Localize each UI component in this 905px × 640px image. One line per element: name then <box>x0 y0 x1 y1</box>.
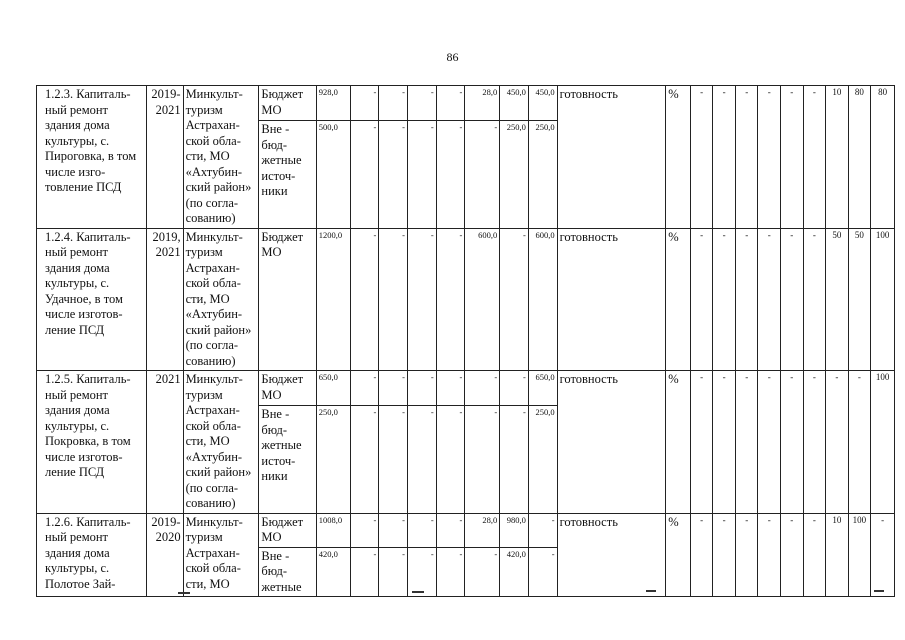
funding-value: - <box>350 86 379 121</box>
funding-value: - <box>436 371 465 406</box>
funding-source: Бюджет МО <box>259 371 316 406</box>
funding-total: 1200,0 <box>316 228 350 371</box>
funding-total: 250,0 <box>316 406 350 513</box>
funding-value: - <box>379 371 408 406</box>
funding-value: - <box>465 121 500 228</box>
funding-value: - <box>407 547 436 597</box>
measure-name: 1.2.3. Капиталь-ный ремонт здания дома культуры, с. Пироговка, в том числе изго-товление ПСД <box>37 86 147 229</box>
target-value: 50 <box>826 228 849 371</box>
funding-value: - <box>379 121 408 228</box>
funding-source: Вне - бюд-жетные источ-ники <box>259 406 316 513</box>
funding-value: - <box>436 513 465 547</box>
target-value: - <box>735 371 758 514</box>
funding-total: 928,0 <box>316 86 350 121</box>
funding-source: Вне - бюд-жетные источ-ники <box>259 121 316 228</box>
funding-value: - <box>407 121 436 228</box>
funding-value: 28,0 <box>465 513 500 547</box>
funding-value: - <box>407 86 436 121</box>
target-value: - <box>713 371 736 514</box>
funding-value: - <box>379 513 408 547</box>
funding-source: Бюджет МО <box>259 86 316 121</box>
funding-value: 250,0 <box>528 406 557 513</box>
target-value: 50 <box>848 228 871 371</box>
indicator-name: готовность <box>557 86 666 229</box>
scan-mark <box>646 590 656 592</box>
target-value: - <box>848 371 871 514</box>
target-value: - <box>781 228 804 371</box>
funding-source: Бюджет МО <box>259 228 316 371</box>
funding-total: 500,0 <box>316 121 350 228</box>
target-value: - <box>803 371 826 514</box>
target-value: - <box>690 86 713 229</box>
measure-name: 1.2.6. Капиталь-ный ремонт здания дома культуры, с. Полотое Зай- <box>37 513 147 597</box>
target-value: - <box>871 513 895 597</box>
target-value: 80 <box>848 86 871 229</box>
target-value: 10 <box>826 513 849 597</box>
indicator-name: готовность <box>557 371 666 514</box>
scan-mark <box>874 590 884 592</box>
funding-value: 980,0 <box>500 513 529 547</box>
target-value: 100 <box>871 371 895 514</box>
funding-source: Бюджет МО <box>259 513 316 547</box>
funding-value: - <box>436 406 465 513</box>
funding-value: - <box>528 513 557 547</box>
measure-name: 1.2.5. Капиталь-ный ремонт здания дома культуры, с. Покровка, в том числе изготов-ление ПСД <box>37 371 147 514</box>
target-value: - <box>735 228 758 371</box>
funding-value: 600,0 <box>528 228 557 371</box>
funding-total: 650,0 <box>316 371 350 406</box>
target-value: - <box>735 86 758 229</box>
target-value: - <box>690 228 713 371</box>
funding-value: 450,0 <box>500 86 529 121</box>
funding-value: - <box>465 371 500 406</box>
funding-value: - <box>407 228 436 371</box>
target-value: - <box>803 228 826 371</box>
program-table <box>36 85 895 597</box>
funding-value: - <box>350 513 379 547</box>
target-value: - <box>713 86 736 229</box>
measure-years: 2021 <box>146 371 183 514</box>
measure-years: 2019, 2021 <box>146 228 183 371</box>
table-row <box>37 86 895 121</box>
target-value: - <box>826 371 849 514</box>
page-number: 86 <box>446 50 459 64</box>
indicator-unit: % <box>666 228 691 371</box>
funding-value: - <box>350 547 379 597</box>
funding-value: - <box>436 547 465 597</box>
table-row <box>37 228 895 371</box>
table-row <box>37 513 895 547</box>
target-value: - <box>781 371 804 514</box>
funding-source: Вне - бюд-жетные <box>259 547 316 597</box>
scan-mark <box>178 592 190 594</box>
executor: Минкульт-туризм Астрахан-ской обла-сти, МО «Ахтубин-ский район» (по согла-сованию) <box>183 371 259 514</box>
target-value: - <box>781 513 804 597</box>
target-value: - <box>758 228 781 371</box>
target-value: - <box>758 86 781 229</box>
funding-value: 250,0 <box>528 121 557 228</box>
target-value: 100 <box>871 228 895 371</box>
target-value: 80 <box>871 86 895 229</box>
funding-value: - <box>379 86 408 121</box>
funding-value: - <box>465 547 500 597</box>
funding-value: - <box>379 406 408 513</box>
target-value: - <box>713 513 736 597</box>
funding-value: - <box>407 406 436 513</box>
executor: Минкульт-туризм Астрахан-ской обла-сти, МО «Ахтубин-ский район» (по согла-сованию) <box>183 86 259 229</box>
funding-value: - <box>379 228 408 371</box>
funding-value: 28,0 <box>465 86 500 121</box>
target-value: - <box>803 513 826 597</box>
funding-value: 600,0 <box>465 228 500 371</box>
executor: Минкульт-туризм Астрахан-ской обла-сти, МО «Ахтубин-ский район» (по согла-сованию) <box>183 228 259 371</box>
target-value: - <box>781 86 804 229</box>
funding-value: - <box>407 513 436 547</box>
indicator-name: готовность <box>557 513 666 597</box>
funding-value: - <box>407 371 436 406</box>
funding-value: - <box>500 228 529 371</box>
funding-total: 420,0 <box>316 547 350 597</box>
target-value: - <box>758 513 781 597</box>
funding-value: - <box>500 406 529 513</box>
funding-value: 420,0 <box>500 547 529 597</box>
funding-value: - <box>350 121 379 228</box>
measure-years: 2019-2021 <box>146 86 183 229</box>
target-value: - <box>803 86 826 229</box>
table-row <box>37 371 895 406</box>
funding-value: - <box>528 547 557 597</box>
funding-value: - <box>436 228 465 371</box>
funding-value: - <box>500 371 529 406</box>
target-value: - <box>735 513 758 597</box>
funding-value: - <box>436 121 465 228</box>
target-value: - <box>713 228 736 371</box>
funding-value: 250,0 <box>500 121 529 228</box>
funding-value: 650,0 <box>528 371 557 406</box>
target-value: - <box>690 371 713 514</box>
indicator-name: готовность <box>557 228 666 371</box>
funding-value: - <box>379 547 408 597</box>
target-value: - <box>690 513 713 597</box>
indicator-unit: % <box>666 86 691 229</box>
measure-years: 2019-2020 <box>146 513 183 597</box>
funding-value: - <box>350 371 379 406</box>
measure-name: 1.2.4. Капиталь-ный ремонт здания дома культуры, с. Удачное, в том числе изготов-ление ПСД <box>37 228 147 371</box>
executor: Минкульт-туризм Астрахан-ской обла-сти, МО <box>183 513 259 597</box>
target-value: 10 <box>826 86 849 229</box>
indicator-unit: % <box>666 513 691 597</box>
funding-value: - <box>350 228 379 371</box>
scan-mark <box>412 591 424 593</box>
target-value: - <box>758 371 781 514</box>
funding-value: - <box>350 406 379 513</box>
indicator-unit: % <box>666 371 691 514</box>
funding-value: 450,0 <box>528 86 557 121</box>
target-value: 100 <box>848 513 871 597</box>
funding-total: 1008,0 <box>316 513 350 547</box>
funding-value: - <box>436 86 465 121</box>
funding-value: - <box>465 406 500 513</box>
